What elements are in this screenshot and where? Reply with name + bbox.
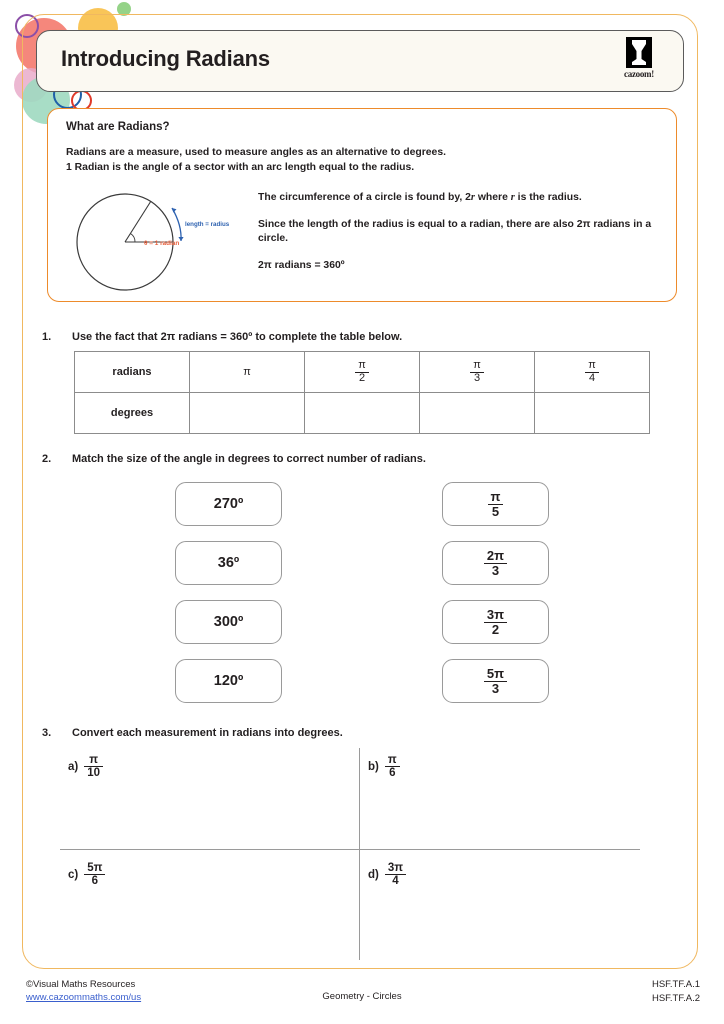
table-row-radians xyxy=(75,352,650,393)
question-3-number: 3. xyxy=(42,727,52,739)
table-cell-radians-1[interactable]: $\frac{\pi}{2}$ xyxy=(305,352,420,393)
question-2-text: Match the size of the angle in degrees to correct number of radians. xyxy=(72,453,426,465)
info-heading: What are Radians? xyxy=(66,121,170,133)
footer-copyright: ©Visual Maths Resources xyxy=(26,979,136,990)
footer-standard-2: HSF.TF.A.2 xyxy=(651,993,700,1004)
match-option-degrees-0[interactable]: 270º xyxy=(175,482,282,526)
diagram-angle-label: θ = 1 radian xyxy=(144,240,180,247)
match-option-degrees-1[interactable]: 36º xyxy=(175,541,282,585)
cazoom-logo-text: cazoom! xyxy=(624,69,654,79)
info-right-column xyxy=(258,191,668,286)
question-1-number: 1. xyxy=(42,331,52,343)
convert-item-c[interactable]: c) $\frac{5\pi}{6}$ xyxy=(68,862,105,887)
diagram-arc-label: length = radius xyxy=(185,221,230,228)
q3-horizontal-divider xyxy=(60,849,640,850)
footer-topic: Geometry - Circles xyxy=(322,991,402,1002)
circ-text-a: The circumference of a circle is found by, 2 xyxy=(258,192,471,203)
radians-degrees-table xyxy=(74,351,650,434)
table-cell-degrees-3[interactable] xyxy=(535,393,650,434)
convert-item-d[interactable]: d) $\frac{3\pi}{4}$ xyxy=(368,862,406,887)
info-equation: 2π radians = 360º xyxy=(258,260,345,271)
question-2-number: 2. xyxy=(42,453,52,465)
convert-label-c: c) xyxy=(68,868,79,881)
convert-item-b[interactable]: b) $\frac{\pi}{6}$ xyxy=(368,754,400,779)
table-row-label-degrees: degrees xyxy=(75,393,190,434)
page-footer xyxy=(0,978,724,1024)
question-1-text: Use the fact that 2π radians = 360º to complete the table below. xyxy=(72,331,403,343)
info-intro xyxy=(66,146,666,175)
match-option-radians-3[interactable]: $\frac{5\pi}{3}$ xyxy=(442,659,549,703)
q1-text-a: Use the fact that 2 xyxy=(72,331,167,343)
circ-text-r2: r xyxy=(510,192,515,203)
match-option-degrees-2[interactable]: 300º xyxy=(175,600,282,644)
footer-website-link[interactable]: www.cazoommaths.com/us xyxy=(26,992,142,1003)
convert-label-d: d) xyxy=(368,868,379,881)
table-row-label-radians: radians xyxy=(75,352,190,393)
radian-circle-diagram xyxy=(68,187,243,292)
circ-text-c: where xyxy=(474,192,511,203)
q3-vertical-divider xyxy=(359,748,360,960)
table-cell-radians-0[interactable]: π xyxy=(190,352,305,393)
match-option-radians-0[interactable]: $\frac{\pi}{5}$ xyxy=(442,482,549,526)
match-option-degrees-3[interactable]: 120º xyxy=(175,659,282,703)
page-title: Introducing Radians xyxy=(61,46,270,71)
convert-label-b: b) xyxy=(368,760,379,773)
match-option-radians-2[interactable]: $\frac{3\pi}{2}$ xyxy=(442,600,549,644)
table-cell-radians-3[interactable]: $\frac{\pi}{4}$ xyxy=(535,352,650,393)
cazoom-vase-logo-icon xyxy=(626,37,652,68)
table-cell-degrees-1[interactable] xyxy=(305,393,420,434)
info-panel xyxy=(47,108,677,302)
circ-text-e: is the radius. xyxy=(514,192,582,203)
info-line-2: 1 Radian is the angle of a sector with an arc length equal to the radius. xyxy=(66,161,415,173)
question-3-text: Convert each measurement in radians into degrees. xyxy=(72,727,343,739)
table-row-degrees xyxy=(75,393,650,434)
table-cell-radians-2[interactable]: $\frac{\pi}{3}$ xyxy=(420,352,535,393)
convert-item-a[interactable]: a) $\frac{\pi}{10}$ xyxy=(68,754,103,779)
cazoom-logo xyxy=(613,37,665,87)
q1-text-b: radians = 360º to complete the table below. xyxy=(175,331,403,343)
table-cell-degrees-2[interactable] xyxy=(420,393,535,434)
circ-text-r1: r xyxy=(470,192,475,203)
info-line-1: Radians are a measure, used to measure angles as an alternative to degrees. xyxy=(66,147,447,158)
convert-label-a: a) xyxy=(68,760,79,773)
info-radian-count-text: Since the length of the radius is equal to a radian, there are also 2π radians in a circle. xyxy=(258,219,652,244)
info-circumference-text xyxy=(258,191,668,205)
header-panel xyxy=(36,30,684,92)
footer-standards xyxy=(652,978,700,1006)
match-option-radians-1[interactable]: $\frac{2\pi}{3}$ xyxy=(442,541,549,585)
footer-standard-1: HSF.TF.A.1 xyxy=(651,979,700,990)
table-cell-degrees-0[interactable] xyxy=(190,393,305,434)
